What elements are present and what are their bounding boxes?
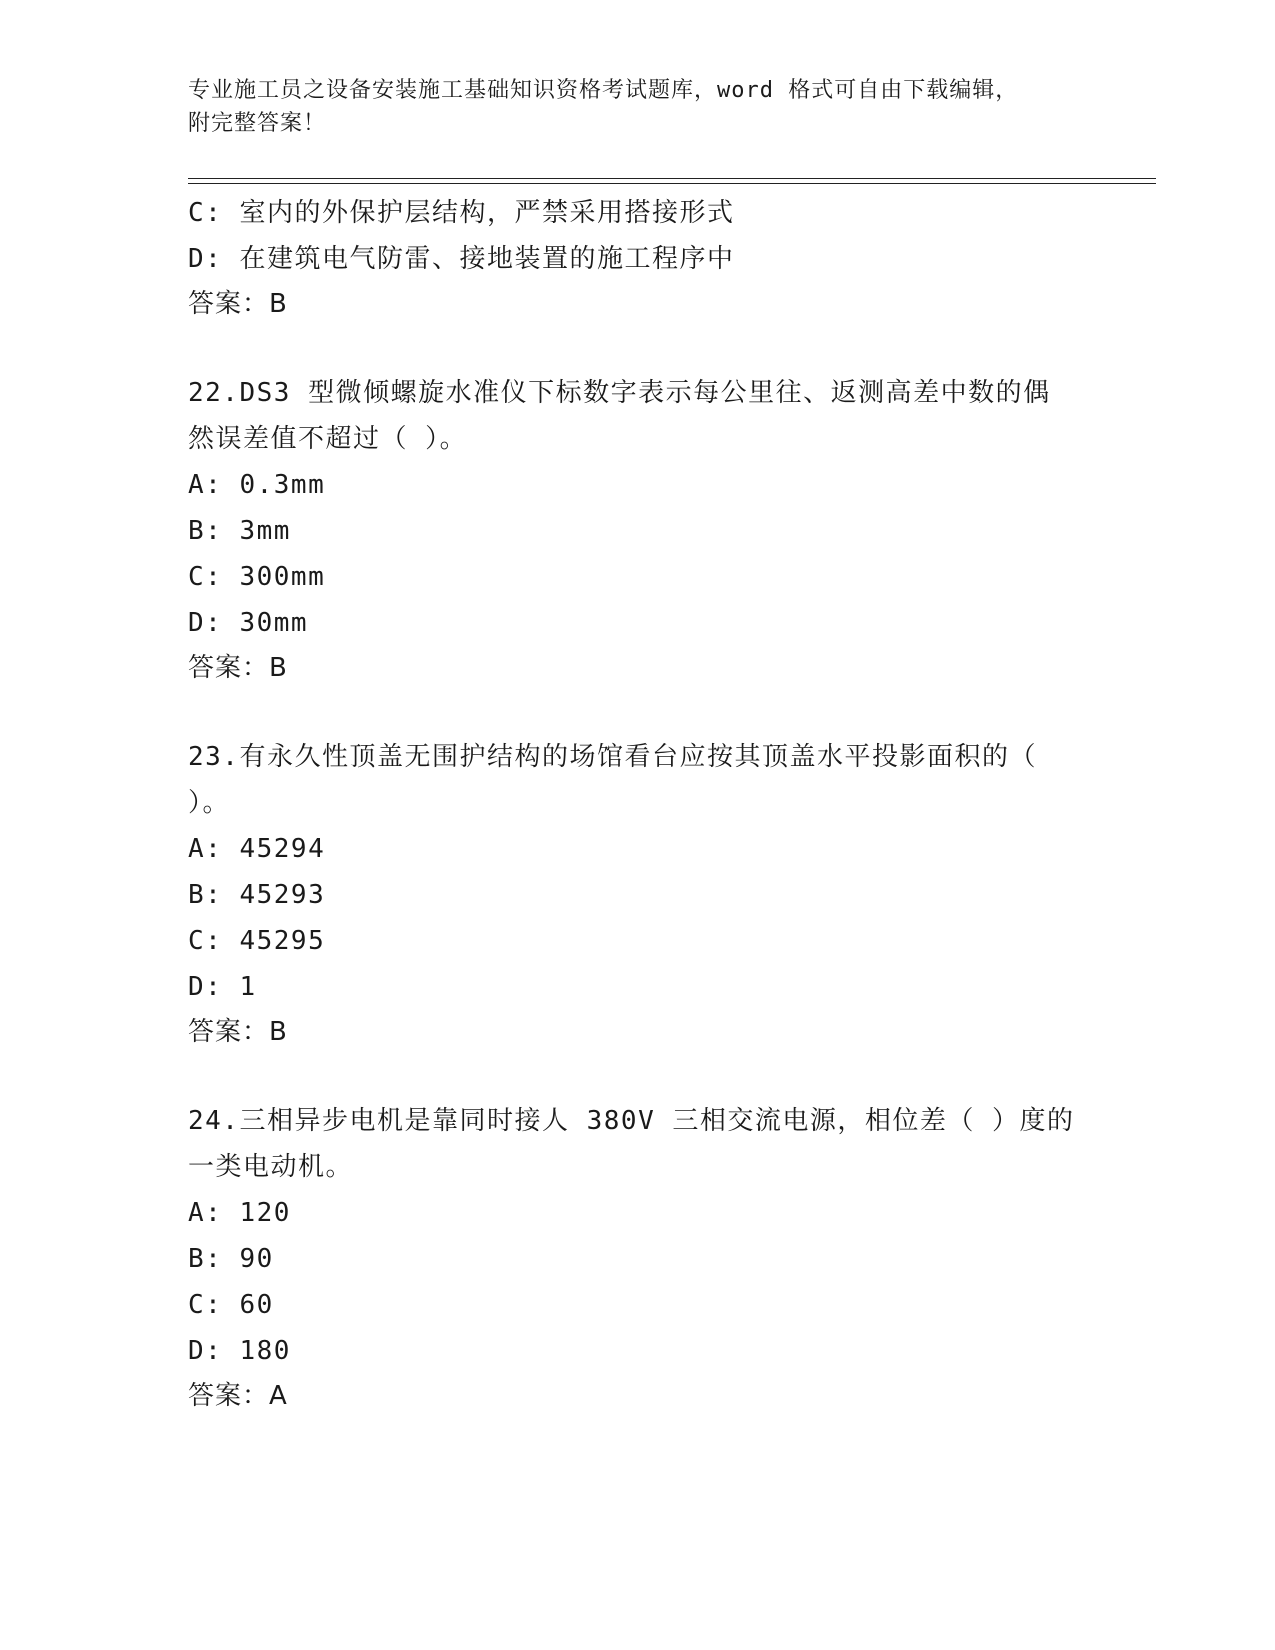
q23-option-a: A: 45294 [188, 834, 326, 864]
question-22 [188, 370, 1088, 690]
q23-stem-line-2: ）。 [188, 788, 231, 818]
header-divider-bottom [188, 183, 1156, 184]
q24-answer: 答案：A [188, 1381, 288, 1411]
q22-option-d: D: 30mm [188, 608, 309, 638]
q21-option-c: C: 室内的外保护层结构，严禁采用搭接形式 [188, 198, 735, 228]
header-divider-top [188, 178, 1156, 179]
q23-option-b: B: 45293 [188, 880, 326, 910]
spacer [188, 690, 1088, 734]
q23-stem-line-1: 23.有永久性顶盖无围护结构的场馆看台应按其顶盖水平投影面积的（ [188, 742, 1037, 772]
spacer [188, 326, 1088, 370]
header-line-1: 专业施工员之设备安装施工基础知识资格考试题库，word 格式可自由下载编辑， [188, 78, 1019, 103]
q24-stem-line-1: 24.三相异步电机是靠同时接人 380V 三相交流电源，相位差（ ）度的 [188, 1106, 1075, 1136]
q22-stem-line-1: 22.DS3 型微倾螺旋水准仪下标数字表示每公里往、返测高差中数的偶 [188, 378, 1051, 408]
spacer [188, 1054, 1088, 1098]
question-23 [188, 734, 1088, 1054]
q23-option-d: D: 1 [188, 972, 257, 1002]
q23-answer: 答案：B [188, 1017, 288, 1047]
question-list [188, 190, 1088, 1418]
q22-option-a: A: 0.3mm [188, 470, 326, 500]
question-21 [188, 190, 1088, 326]
q22-stem-line-2: 然误差值不超过（ ）。 [188, 424, 468, 454]
q24-option-c: C: 60 [188, 1290, 274, 1320]
q22-option-c: C: 300mm [188, 562, 326, 592]
header-line-2: 附完整答案！ [188, 111, 327, 136]
q24-stem-line-2: 一类电动机。 [188, 1152, 354, 1182]
document-header [188, 74, 1088, 140]
q21-answer: 答案：B [188, 289, 288, 319]
q22-option-b: B: 3mm [188, 516, 291, 546]
q24-option-b: B: 90 [188, 1244, 274, 1274]
q24-option-d: D: 180 [188, 1336, 291, 1366]
q23-option-c: C: 45295 [188, 926, 326, 956]
question-24 [188, 1098, 1088, 1418]
q21-option-d: D: 在建筑电气防雷、接地装置的施工程序中 [188, 244, 735, 274]
q24-option-a: A: 120 [188, 1198, 291, 1228]
q22-answer: 答案：B [188, 653, 288, 683]
